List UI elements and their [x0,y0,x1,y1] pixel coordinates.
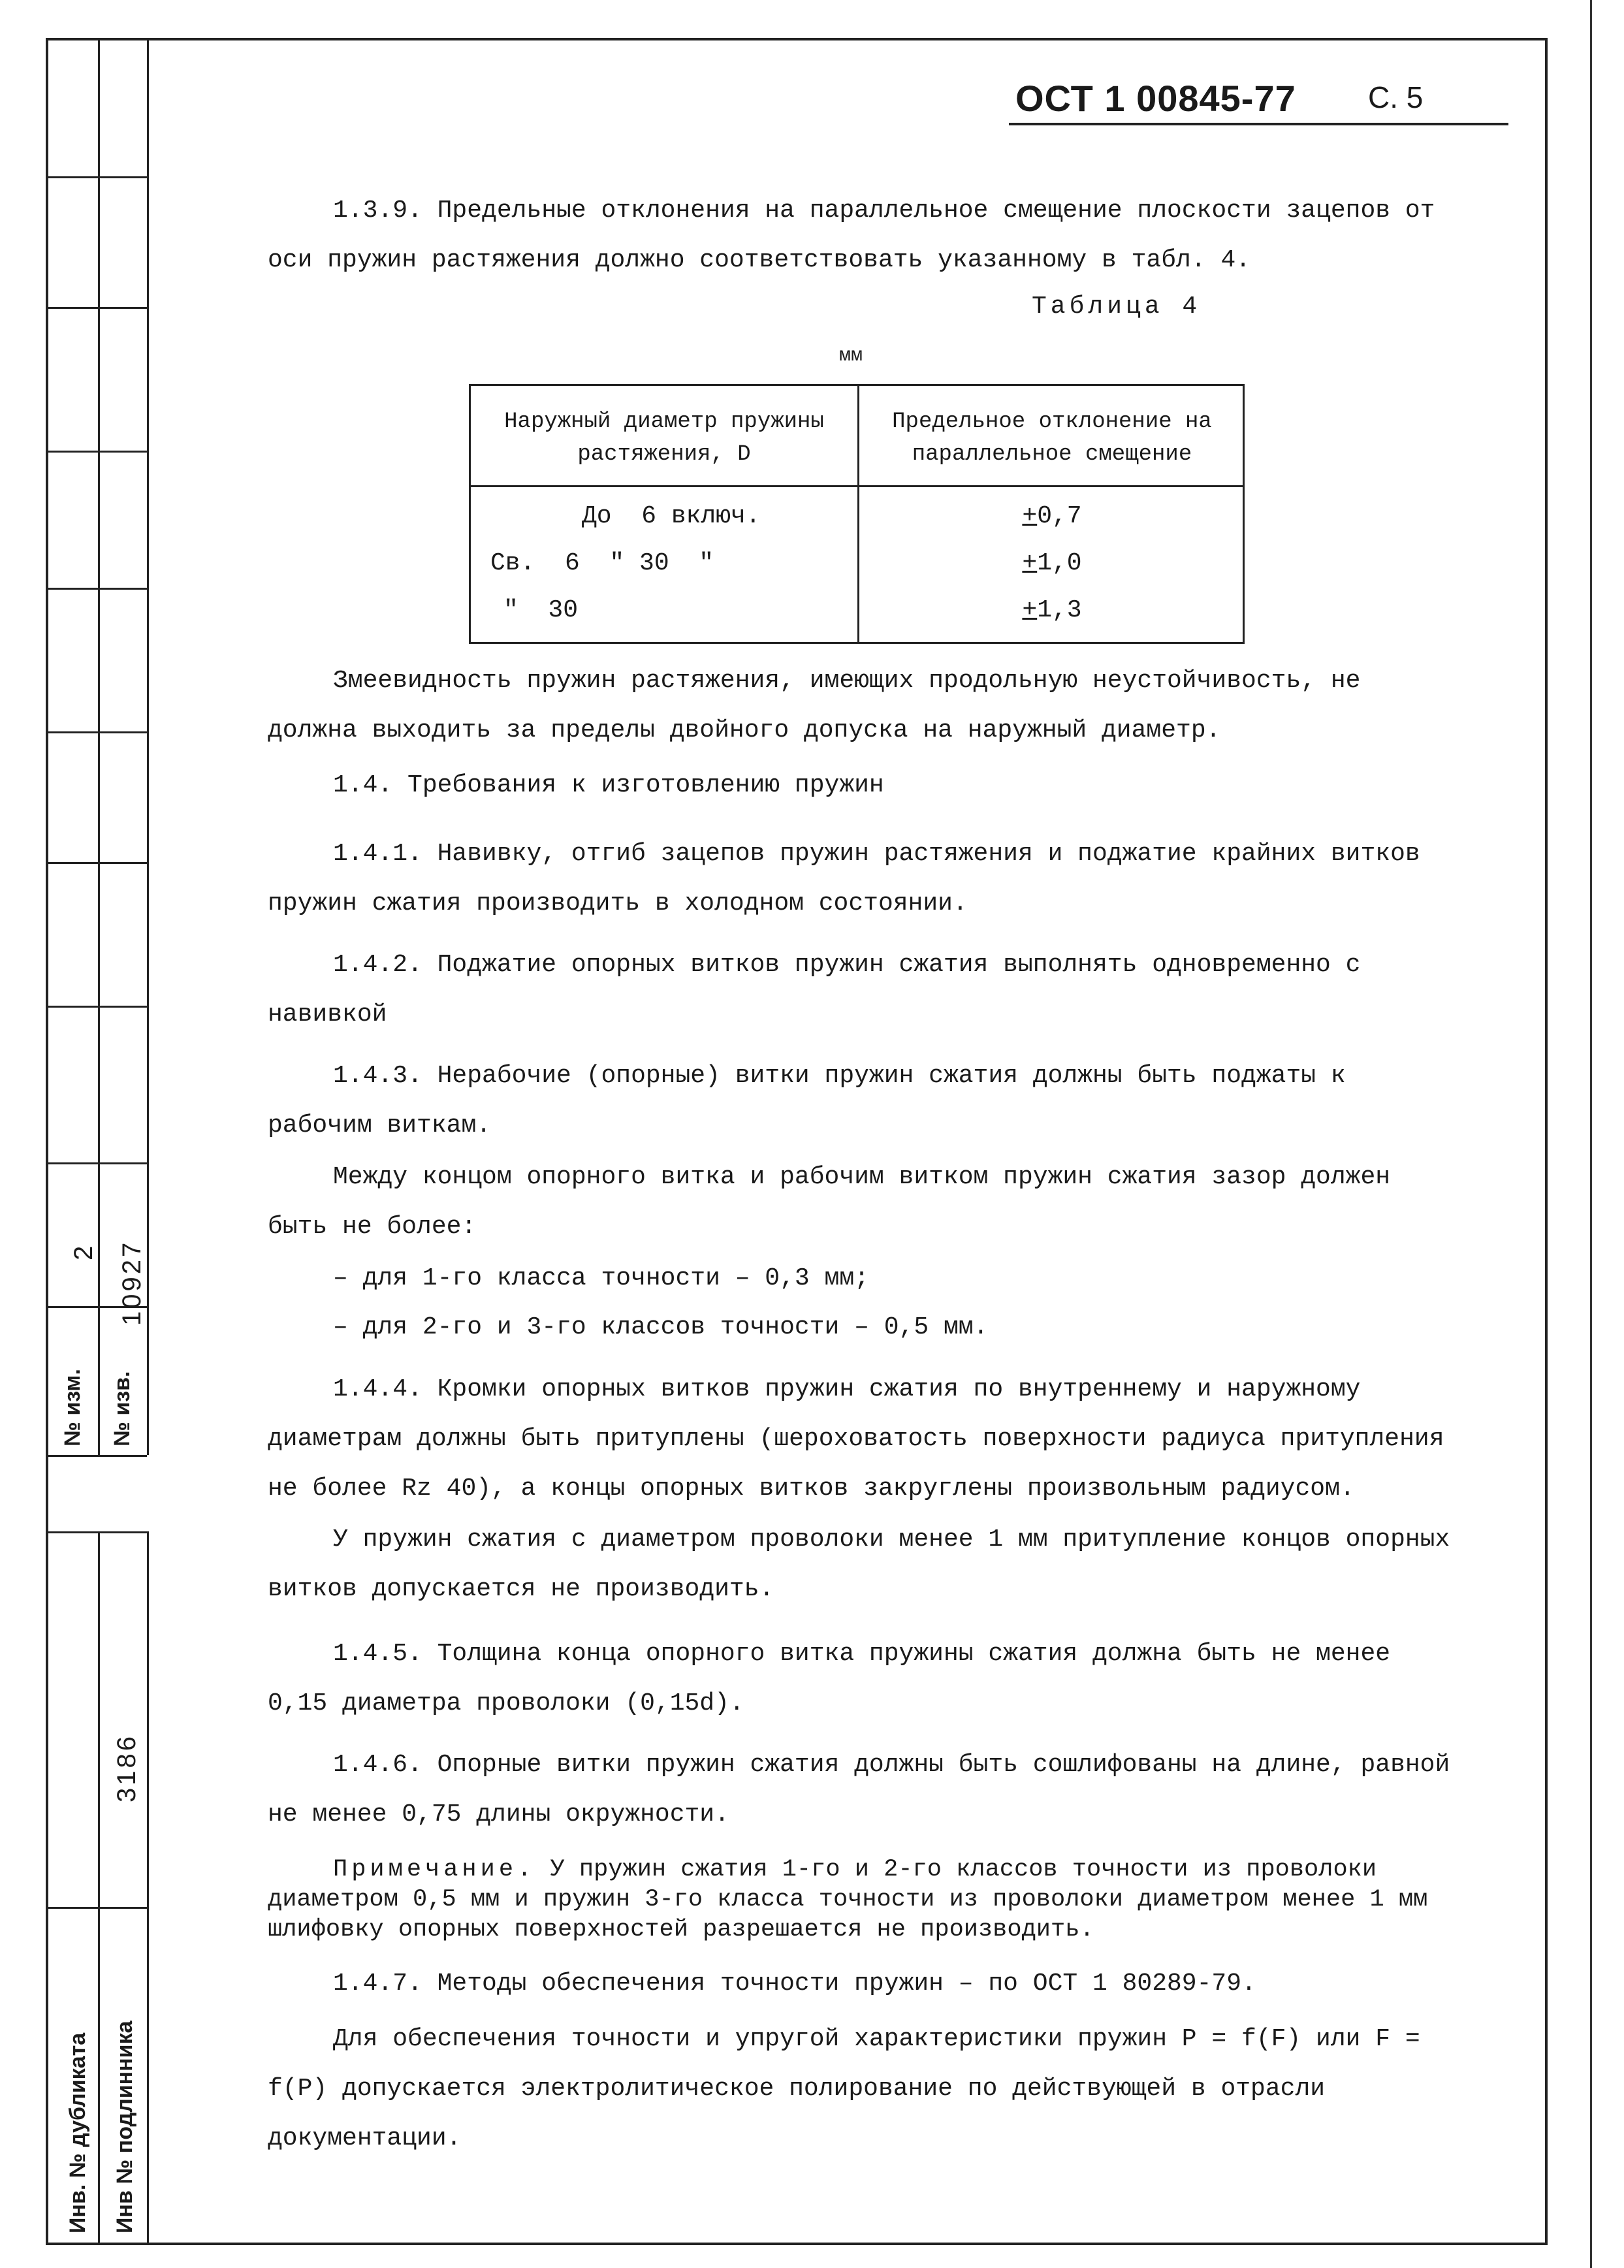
table-caption: Таблица 4 [1032,293,1202,321]
izv-value: 10927 [118,1239,146,1326]
paragraph-1-4-3: 1.4.3. Нерабочие (опорные) витки пружин сжатия должны быть поджаты к рабочим виткам. [268,1062,1346,1140]
inv-dubl-label: Инв. № дубликата [65,2032,90,2233]
header-rule [1009,123,1508,125]
margin-col-line [147,38,149,1455]
paragraph-1-4-7b: Для обеспечения точности и упругой характеристики пружин P = f(F) или F = f(P) допускается электролитическое полирование по действующей в отрасли документации. [268,2025,1420,2152]
paragraph-1-4-1: 1.4.1. Навивку, отгиб зацепов пружин растяжения и поджатие крайних витков пружин сжатия производить в холодном состоянии. [268,840,1420,918]
list-item: – для 2-го и 3-го классов точности – 0,5 мм. [333,1313,989,1341]
margin-col-line [98,38,100,1455]
margin-row-line [46,1162,147,1164]
page-number: С. 5 [1368,80,1424,114]
table-header-divider [471,485,1243,487]
paragraph-1-4-5: 1.4.5. Толщина конца опорного витка пружины сжатия должна быть не менее 0,15 диаметра проволоки (0,15d). [268,1640,1391,1717]
document-number: ОСТ 1 00845-77 [1015,78,1296,119]
margin-row-line [46,176,147,178]
table-4 [469,384,1245,644]
page-edge-rule [1590,0,1592,2268]
paragraph-1-4-6: 1.4.6. Опорные витки пружин сжатия должны быть сошлифованы на длине, равной не менее 0,75 длины окружности. [268,1751,1450,1829]
note [268,1855,1463,1945]
note-text: У пружин сжатия 1-го и 2-го классов точности из проволоки диаметром 0,5 мм и пружин 3-го класса точности из проволоки диаметром менее 1 мм шлифовку опорных поверхностей разрешается не производить. [268,1856,1428,1943]
margin-col-line [147,1531,149,2245]
izv-label: № изв. [110,1371,135,1446]
margin-row-line [46,731,147,733]
paragraph-1-3-9: 1.3.9. Предельные отклонения на параллельное смещение плоскости зацепов от оси пружин растяжения должно соответствовать указанному в табл. 4. [268,197,1435,274]
table-row-value: +1,0 [1022,549,1082,577]
izm-label: № изм. [60,1369,85,1446]
table-row-value: +0,7 [1022,502,1082,530]
izm-value: 2 [69,1245,98,1260]
margin-row-line [46,451,147,453]
table-units: мм [839,345,863,367]
paragraph-1-4-4: 1.4.4. Кромки опорных витков пружин сжатия по внутреннему и наружному диаметрам должны быть притуплены (шероховатость поверхности радиуса притупления не более Rz 40), а концы опорных витков закруглены произвольным радиусом. [268,1375,1444,1503]
margin-row-line [46,307,147,309]
section-heading-1-4: 1.4. Требования к изготовлению пружин [333,771,884,799]
inv-podl-label: Инв № подлинника [112,2020,137,2233]
margin-row-line [46,1006,147,1008]
table-row-range: До 6 включ. [582,502,761,530]
paragraph-gap: Между концом опорного витка и рабочим витком пружин сжатия зазор должен быть не более: [268,1163,1391,1241]
margin-row-line [46,1455,147,1457]
inv-podl-value: 3186 [112,1734,141,1802]
margin-row-line [46,588,147,590]
list-item: – для 1-го класса точности – 0,3 мм; [333,1264,869,1292]
table-row-range: Св. 6 ″ 30 ″ [490,549,714,577]
margin-col-line [98,1531,100,2245]
table-header-deviation: Предельное отклонение на параллельное смещение [892,409,1212,467]
margin-row-line [46,1907,147,1909]
margin-row-line [46,1531,147,1533]
margin-row-line [46,862,147,864]
table-row-value: +1,3 [1022,596,1082,624]
paragraph-1-4-7: 1.4.7. Методы обеспечения точности пружин – по ОСТ 1 80289-79. [333,1970,1256,1998]
note-label: Примечание. [333,1856,536,1883]
table-row-range: ″ 30 [503,596,579,624]
paragraph-1-4-2: 1.4.2. Поджатие опорных витков пружин сжатия выполнять одновременно с навивкой [268,951,1361,1029]
table-header-diameter: Наружный диаметр пружины растяжения, D [504,409,824,467]
paragraph-zmeevidnost: Змеевидность пружин растяжения, имеющих продольную неустойчивость, не должна выходить за пределы двойного допуска на наружный диаметр. [268,667,1361,744]
paragraph-1-4-4b: У пружин сжатия с диаметром проволоки менее 1 мм притупление концов опорных витков допускается не производить. [268,1525,1450,1603]
